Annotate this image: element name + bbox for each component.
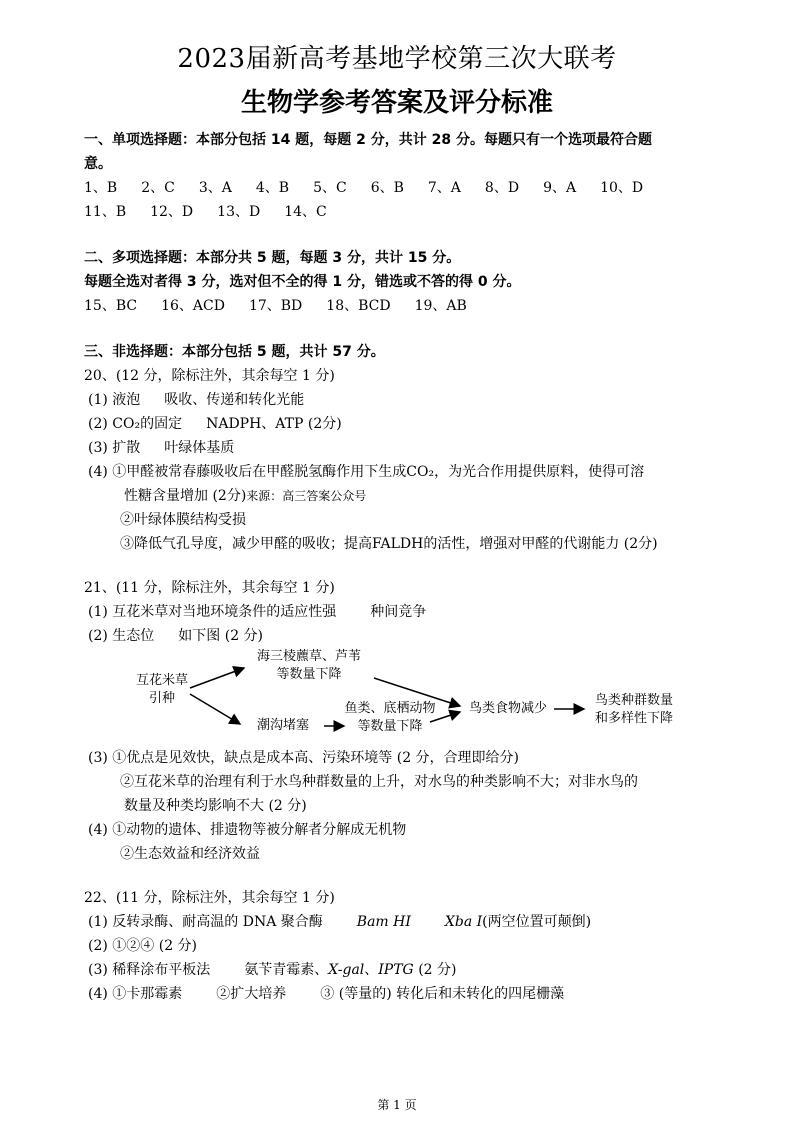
answer-item: 2、C — [141, 180, 175, 196]
q20-p3-answer-b: 叶绿体基质 — [164, 440, 235, 456]
q22-header: 22、(11 分，除标注外，其余每空 1 分) — [84, 890, 335, 906]
q22-p1-enzyme-bamhi: Bam HⅠ — [356, 914, 411, 930]
q22-part1 — [84, 910, 734, 934]
q22-p4-answer-a: (4) ①卡那霉素 — [88, 986, 183, 1002]
section1-answers-row1 — [84, 176, 734, 200]
node-start-line1: 互花米草 — [135, 673, 188, 688]
answer-item: 4、B — [255, 180, 290, 196]
q21-header: 21、(11 分，除标注外，其余每空 1 分) — [84, 580, 335, 596]
answer-item: 3、A — [198, 180, 232, 196]
q22-p3-iptg: IPTG — [378, 962, 414, 978]
q22-p1-note: (两空位置可颠倒) — [482, 914, 592, 930]
answer-item: 10、D — [600, 180, 644, 196]
q21-p2-answer-a: (2) 生态位 — [88, 628, 155, 644]
section2-heading-line1: 二、多项选择题：本部分共 5 题，每题 3 分，共计 15 分。 — [84, 250, 461, 266]
answer-item: 7、A — [427, 180, 461, 196]
q22-p1-answer-a: (1) 反转录酶、耐高温的 DNA 聚合酶 — [88, 914, 323, 930]
answer-item: 13、D — [217, 204, 261, 220]
q22-part4 — [84, 982, 734, 1006]
node-lower: 潮沟堵塞 — [256, 718, 309, 733]
q20-p2-answer-a: (2) CO₂的固定 — [88, 416, 183, 432]
node-end — [586, 692, 682, 728]
page-number: 第 1 页 — [377, 1098, 417, 1112]
spacer — [84, 866, 734, 886]
answer-item: 12、D — [150, 204, 194, 220]
answer-item: 8、D — [484, 180, 520, 196]
answer-item: 18、BCD — [326, 298, 391, 314]
q22-part2: (2) ①②④ (2 分) — [88, 938, 198, 954]
answer-item: 6、B — [370, 180, 404, 196]
answer-item: 15、BC — [84, 298, 138, 314]
answer-item: 9、A — [543, 180, 577, 196]
node-fish-line1: 鱼类、底栖动物 — [344, 701, 436, 716]
spacer — [84, 556, 734, 576]
q20-part3 — [84, 436, 734, 460]
q20-p3-answer-a: (3) 扩散 — [88, 440, 141, 456]
q22-p4-answer-b: ②扩大培养 — [216, 986, 287, 1002]
node-fish-line2: 等数量下降 — [357, 719, 423, 734]
flow-diagram — [84, 648, 734, 746]
spacer — [84, 318, 734, 340]
section1-answers-row2 — [84, 200, 734, 224]
spacer — [84, 224, 734, 246]
node-fish — [344, 700, 436, 736]
q21-p1-answer-b: 种间竞争 — [370, 604, 427, 620]
section3-heading: 三、非选择题：本部分包括 5 题，共计 57 分。 — [84, 344, 385, 360]
q22-p3-score: (2 分) — [413, 962, 457, 978]
q21-p2-answer-b: 如下图 (2 分) — [178, 628, 264, 644]
node-middle: 鸟类食物减少 — [468, 701, 547, 716]
node-upper-line2: 等数量下降 — [276, 667, 342, 682]
q20-p1-answer-b: 吸收、传递和转化光能 — [164, 392, 305, 408]
node-upper-line1: 海三棱藨草、芦苇 — [256, 649, 361, 664]
answer-item: 19、AB — [414, 298, 467, 314]
document-body — [84, 128, 734, 1006]
answer-item: 16、ACD — [161, 298, 225, 314]
section2-heading-line2: 每题全选对者得 3 分，选对但不全的得 1 分，错选或不答的得 0 分。 — [84, 274, 521, 290]
node-upper — [244, 648, 374, 684]
q20-part4-line3: ②叶绿体膜结构受损 — [120, 512, 246, 528]
q22-part3 — [84, 958, 734, 982]
q21-part3-line3: 数量及种类均影响不大 (2 分) — [124, 798, 307, 814]
answer-item: 14、C — [284, 204, 327, 220]
q21-part4-line1: (4) ①动物的遗体、排遗物等被分解者分解成无机物 — [88, 822, 407, 838]
q21-part1 — [84, 600, 734, 624]
arrow-start-to-upper — [190, 668, 244, 688]
section1-heading-line1: 一、单项选择题：本部分包括 14 题，每题 2 分，共计 28 分。每题只有一个选项最符合题 — [84, 132, 652, 148]
section2-answers — [84, 294, 734, 318]
node-end-line1: 鸟类种群数量 — [594, 693, 673, 708]
q22-p4-answer-c: ③ (等量的) 转化后和未转化的四尾栅藻 — [320, 986, 565, 1002]
answer-item: 1、B — [84, 180, 118, 196]
q20-part4-line1: (4) ①甲醛被常春藤吸收后在甲醛脱氢酶作用下生成CO₂，为光合作用提供原料，使得可溶 — [88, 464, 645, 480]
q20-p1-answer-a: (1) 液泡 — [88, 392, 141, 408]
q22-p1-enzyme-xbai: Xba Ⅰ — [444, 914, 483, 930]
node-start-line2: 引种 — [148, 691, 175, 706]
section1-heading-line2: 意。 — [84, 156, 112, 172]
q20-part4-line4: ③降低气孔导度，减少甲醛的吸收；提高FALDH的活性，增强对甲醛的代谢能力 (2分) — [120, 536, 658, 552]
q20-p2-answer-b: NADPH、ATP (2分) — [206, 416, 342, 432]
q22-p3-sep: 、 — [364, 962, 379, 978]
arrow-start-to-lower — [190, 694, 240, 724]
answer-item: 17、BD — [248, 298, 303, 314]
q22-p3-xgal: X-gal — [328, 962, 365, 978]
q21-p1-answer-a: (1) 互花米草对当地环境条件的适应性强 — [88, 604, 337, 620]
answer-item: 11、B — [84, 204, 127, 220]
q20-part4-line2 — [84, 484, 734, 508]
q20-part2 — [84, 412, 734, 436]
q20-header: 20、(12 分，除标注外，其余每空 1 分) — [84, 368, 335, 384]
q21-part4-line2: ②生态效益和经济效益 — [120, 846, 260, 862]
q21-part2 — [84, 624, 734, 648]
q22-p3-answer-b: 氨苄青霉素、 — [244, 962, 329, 978]
q20-part1 — [84, 388, 734, 412]
node-end-line2: 和多样性下降 — [594, 711, 673, 726]
node-start — [130, 672, 194, 708]
q21-part3-line2: ②互花米草的治理有利于水鸟种群数量的上升，对水鸟的种类影响不大；对非水鸟的 — [120, 774, 638, 790]
source-note: 来源：高三答案公众号 — [246, 489, 367, 503]
q21-part3-line1: (3) ①优点是见效快，缺点是成本高、污染环境等 (2 分，合理即给分) — [88, 750, 520, 766]
q20-p4-text: 性糖含量增加 (2分) — [124, 488, 247, 504]
page-subtitle: 生物学参考答案及评分标准 — [240, 88, 553, 118]
q22-p3-answer-a: (3) 稀释涂布平板法 — [88, 962, 211, 978]
answer-item: 5、C — [313, 180, 347, 196]
page-title: 2023届新高考基地学校第三次大联考 — [177, 44, 617, 74]
